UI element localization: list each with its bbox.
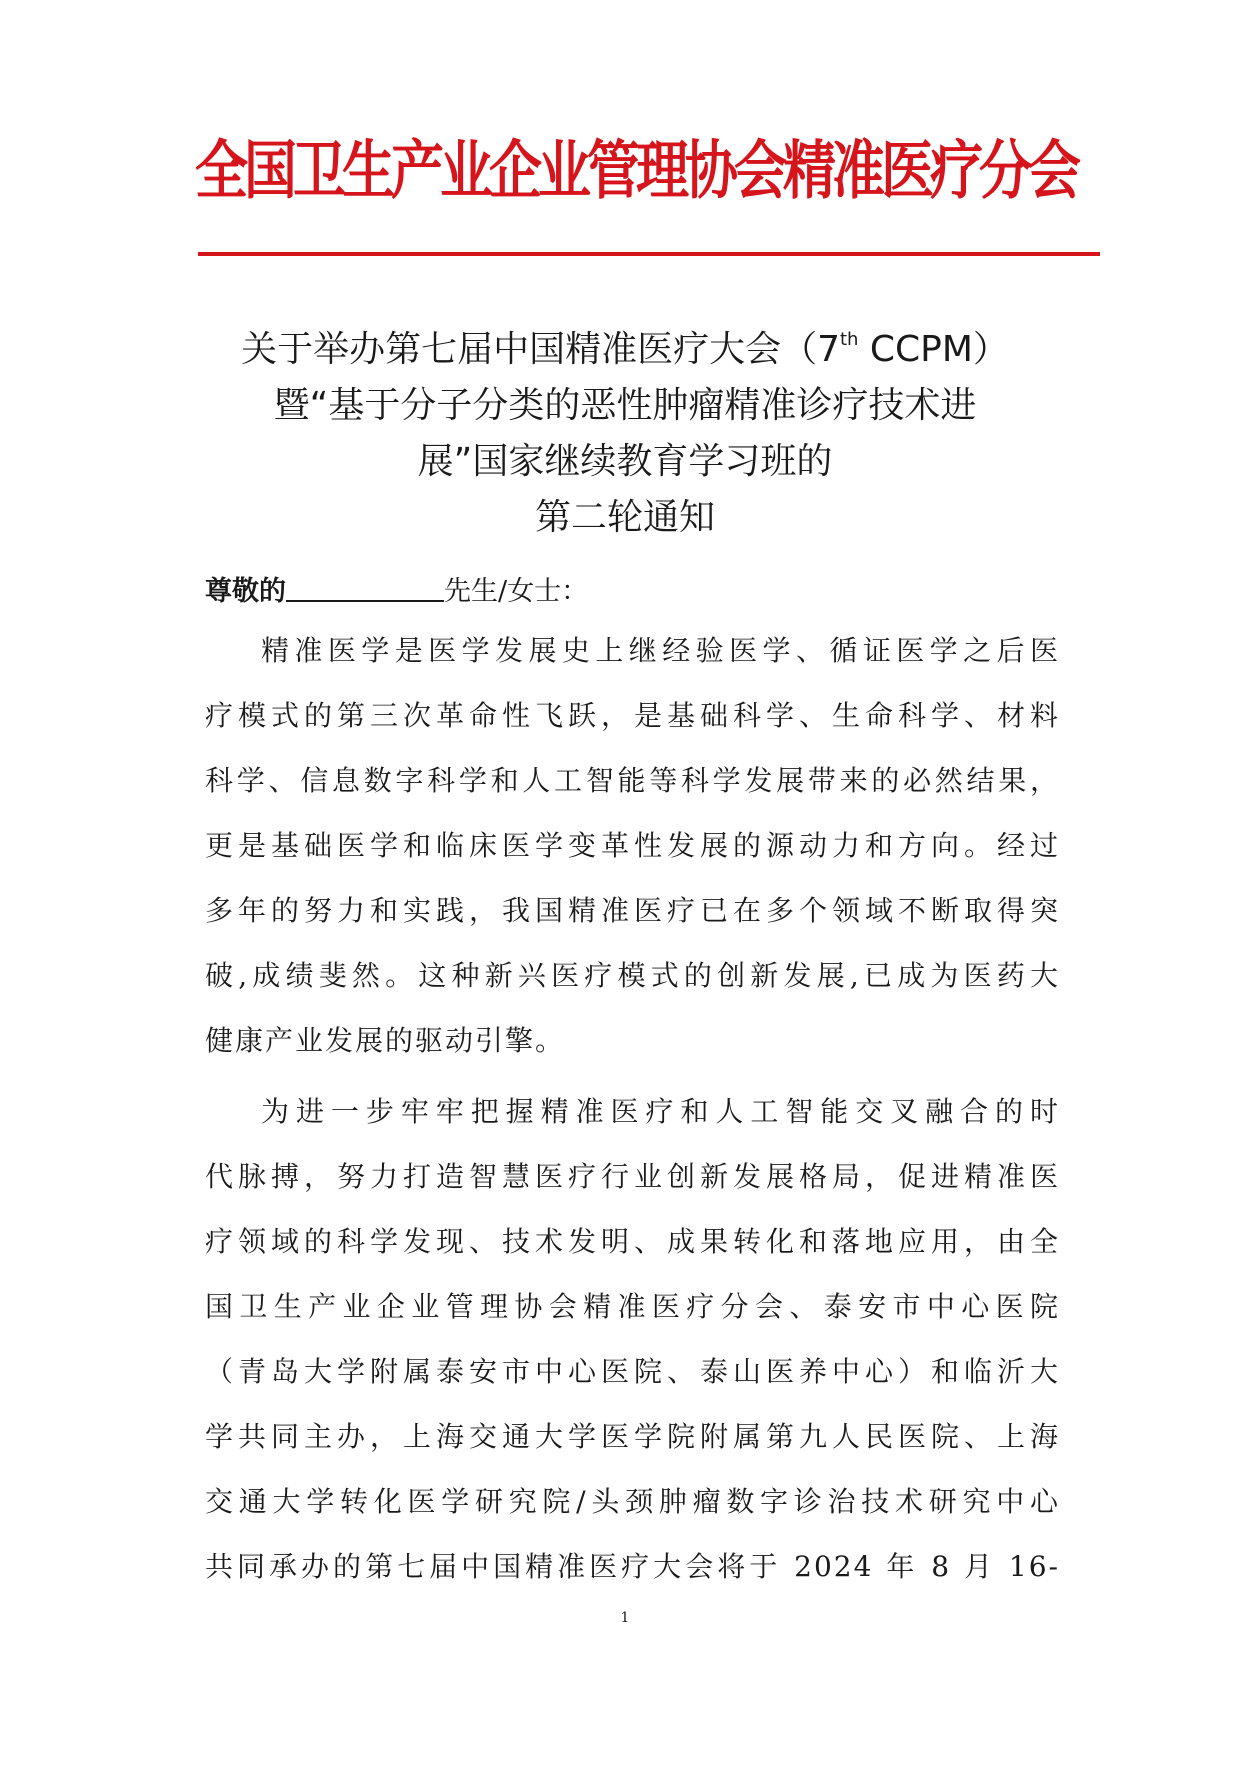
paragraph-line: 学共同主办，上海交通大学医学院附属第九人民医院、上海 <box>205 1420 1060 1453</box>
paragraph-line: 为进一步牢牢把握精准医疗和人工智能交叉融合的时 <box>261 1095 1060 1128</box>
paragraph-line: 精准医学是医学发展史上继经验医学、循证医学之后医 <box>261 634 1060 667</box>
paragraph-line: 健康产业发展的驱动引擎。 <box>205 1024 566 1057</box>
salutation <box>205 572 588 612</box>
title-line-1-main: 关于举办第七届中国精准医疗大会（7 <box>241 329 840 370</box>
page-number: 1 <box>620 1610 630 1626</box>
body-paragraph-1 <box>205 618 1060 1073</box>
paragraph-line: 国卫生产业企业管理协会精准医疗分会、泰安市中心医院 <box>205 1290 1060 1323</box>
letterhead-org-name: 全国卫生产业企业管理协会精准医疗分会 <box>195 134 1077 209</box>
letterhead-divider <box>198 252 1100 256</box>
paragraph-line: 疗模式的第三次革命性飞跃，是基础科学、生命科学、材料 <box>205 699 1060 732</box>
paragraph-line: 破,成绩斐然。这种新兴医疗模式的创新发展,已成为医药大 <box>205 959 1060 992</box>
paragraph-line: 交通大学转化医学研究院/头颈肿瘤数字诊治技术研究中心 <box>205 1485 1060 1518</box>
paragraph-line: 科学、信息数字科学和人工智能等科学发展带来的必然结果， <box>205 764 1060 797</box>
title-line-1 <box>160 322 1090 378</box>
salutation-prefix: 尊敬的 <box>205 576 286 607</box>
paragraph-line: 共同承办的第七届中国精准医疗大会将于 2024 年 8 月 16- <box>205 1550 1060 1583</box>
salutation-suffix: 先生/女士： <box>444 576 589 607</box>
title-ordinal-suffix: th <box>839 329 859 350</box>
notice-title <box>160 322 1090 546</box>
paragraph-line: 多年的努力和实践，我国精准医疗已在多个领域不断取得突 <box>205 894 1060 927</box>
body-paragraph-2 <box>205 1079 1060 1599</box>
paragraph-line: 更是基础医学和临床医学变革性发展的源动力和方向。经过 <box>205 829 1060 862</box>
title-line-1-end: CCPM） <box>858 329 1009 370</box>
paragraph-line: （青岛大学附属泰安市中心医院、泰山医养中心）和临沂大 <box>205 1355 1060 1388</box>
title-line-4: 第二轮通知 <box>534 497 715 538</box>
paragraph-line: 疗领域的科学发现、技术发明、成果转化和落地应用，由全 <box>205 1225 1060 1258</box>
title-line-2: 暨“基于分子分类的恶性肿瘤精准诊疗技术进 <box>273 385 977 426</box>
paragraph-line: 代脉搏，努力打造智慧医疗行业创新发展格局，促进精准医 <box>205 1160 1060 1193</box>
recipient-name-blank <box>286 572 444 602</box>
title-line-3: 展”国家继续教育学习班的 <box>417 441 833 482</box>
